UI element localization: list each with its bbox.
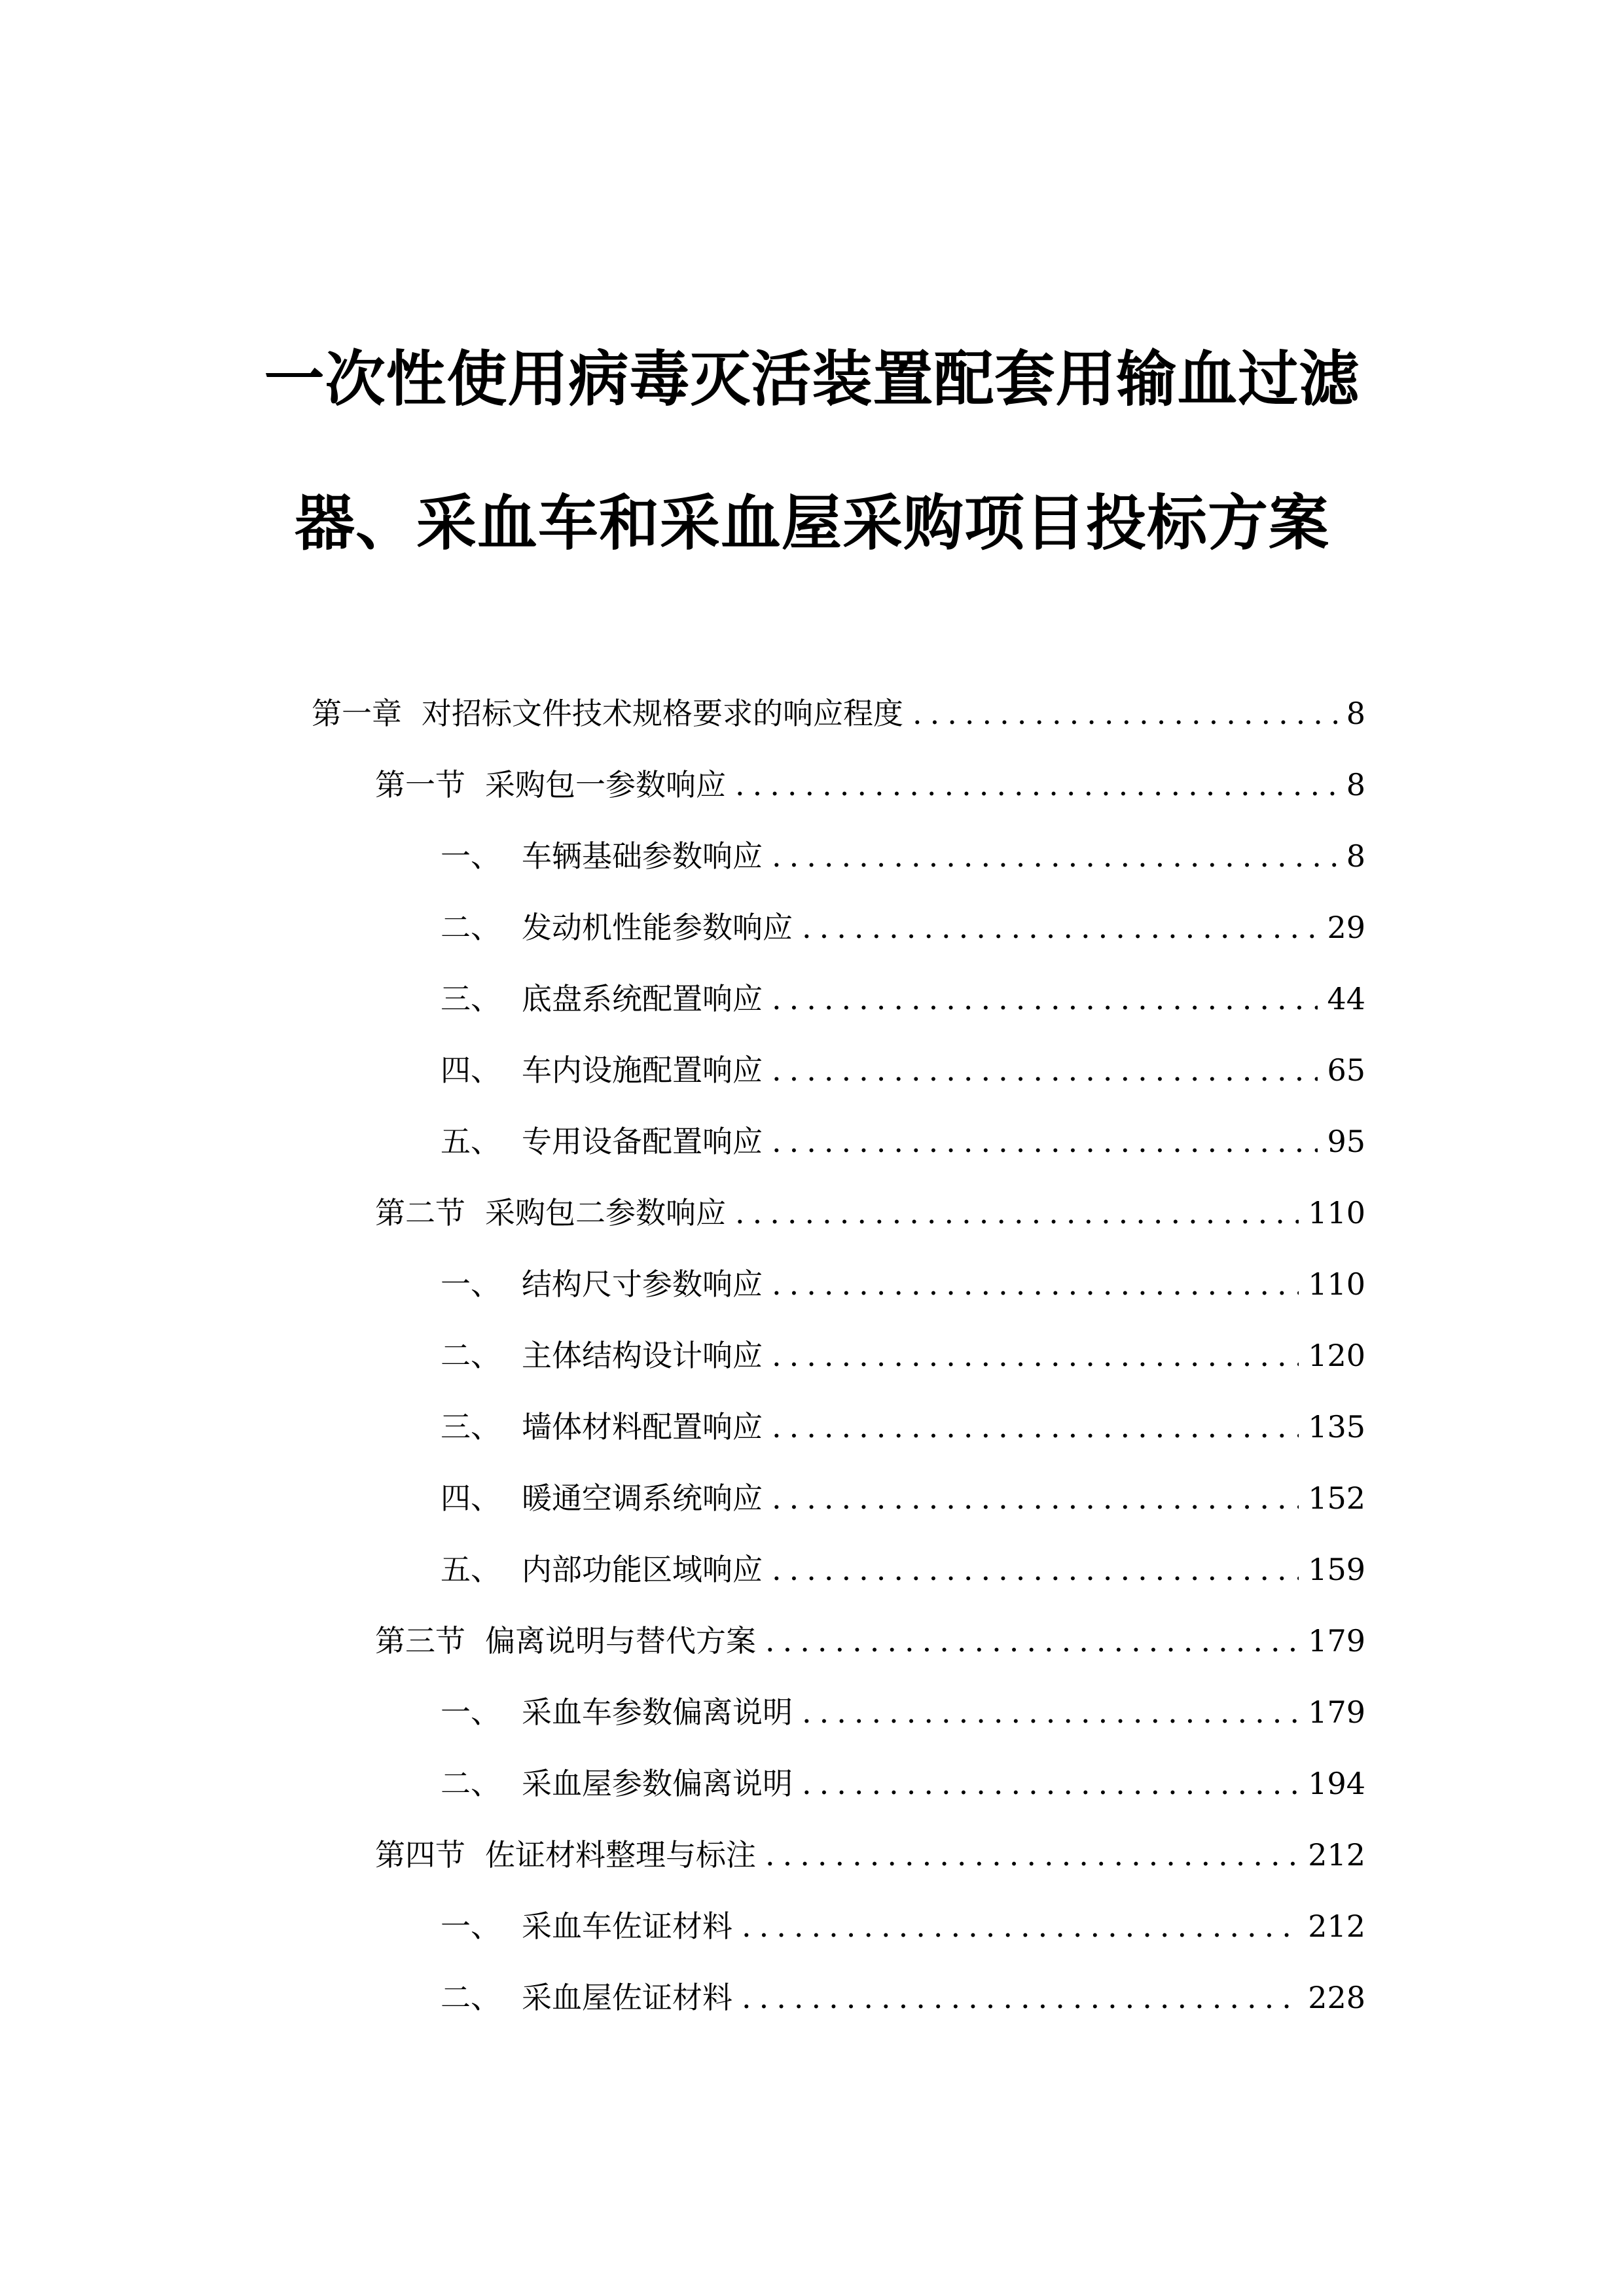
toc-dot-leader xyxy=(735,759,1337,811)
toc-entry-page: 120 xyxy=(1308,1338,1365,1373)
toc-dot-leader xyxy=(772,1401,1299,1453)
toc-entry-number: 一、 xyxy=(441,1695,501,1730)
toc-entry-number: 第一章 xyxy=(312,696,402,731)
toc-entry-title: 偏离说明与替代方案 xyxy=(485,1623,756,1659)
toc-entry-page: 179 xyxy=(1308,1623,1365,1659)
toc-entry-number: 第二节 xyxy=(375,1195,465,1230)
toc-entry-title: 内部功能区域响应 xyxy=(522,1552,763,1587)
toc-entry-number: 四、 xyxy=(441,1480,501,1516)
toc-entry-title: 车内设施配置响应 xyxy=(522,1052,763,1088)
toc-entry-page: 8 xyxy=(1346,696,1365,731)
toc-entry-title: 车辆基础参数响应 xyxy=(522,838,763,874)
toc-entry-number: 二、 xyxy=(441,1766,501,1801)
toc-dot-leader xyxy=(802,1757,1299,1810)
toc-entry-page: 179 xyxy=(1308,1695,1365,1730)
toc-entry-number: 一、 xyxy=(441,1266,501,1302)
toc-entry-title: 佐证材料整理与标注 xyxy=(485,1837,756,1873)
toc-entry-item[interactable] xyxy=(441,1044,1365,1096)
toc-entry-page: 212 xyxy=(1308,1837,1365,1873)
toc-entry-title: 墙体材料配置响应 xyxy=(522,1409,763,1444)
toc-entry-number: 一、 xyxy=(441,1909,501,1944)
toc-entry-number: 五、 xyxy=(441,1552,501,1587)
toc-entry-page: 95 xyxy=(1327,1124,1365,1159)
toc-entry-section-3[interactable] xyxy=(375,1615,1365,1667)
toc-entry-page: 159 xyxy=(1308,1552,1365,1587)
toc-entry-page: 228 xyxy=(1308,1980,1365,2015)
toc-entry-item[interactable] xyxy=(441,973,1365,1025)
toc-entry-page: 8 xyxy=(1346,767,1365,802)
toc-dot-leader xyxy=(802,901,1318,954)
toc-entry-number: 五、 xyxy=(441,1124,501,1159)
toc-entry-title: 采血车佐证材料 xyxy=(522,1909,732,1944)
toc-entry-number: 二、 xyxy=(441,1980,501,2015)
toc-entry-item[interactable] xyxy=(441,830,1365,882)
toc-entry-page: 44 xyxy=(1327,981,1365,1016)
toc-entry-chapter-1[interactable] xyxy=(312,687,1365,740)
toc-entry-item[interactable] xyxy=(441,1900,1365,1952)
toc-entry-number: 第三节 xyxy=(375,1623,465,1659)
toc-entry-title: 采血车参数偏离说明 xyxy=(522,1695,793,1730)
toc-dot-leader xyxy=(772,1044,1318,1096)
toc-entry-title: 主体结构设计响应 xyxy=(522,1338,763,1373)
toc-entry-page: 65 xyxy=(1327,1052,1365,1088)
toc-entry-item[interactable] xyxy=(441,1543,1365,1596)
toc-entry-item[interactable] xyxy=(441,1115,1365,1168)
toc-dot-leader xyxy=(802,1686,1299,1738)
toc-entry-page: 135 xyxy=(1308,1409,1365,1444)
toc-entry-title: 采购包一参数响应 xyxy=(485,767,726,802)
toc-entry-item[interactable] xyxy=(441,1258,1365,1310)
toc-entry-item[interactable] xyxy=(441,1686,1365,1738)
toc-dot-leader xyxy=(765,1829,1299,1881)
toc-entry-title: 采血屋佐证材料 xyxy=(522,1980,732,2015)
toc-dot-leader xyxy=(772,1472,1299,1524)
toc-dot-leader xyxy=(772,1258,1299,1310)
toc-entry-number: 四、 xyxy=(441,1052,501,1088)
toc-entry-item[interactable] xyxy=(441,1472,1365,1524)
toc-entry-page: 212 xyxy=(1308,1909,1365,1944)
toc-entry-section-4[interactable] xyxy=(375,1829,1365,1881)
toc-entry-page: 110 xyxy=(1308,1266,1365,1302)
toc-entry-number: 三、 xyxy=(441,981,501,1016)
toc-entry-title: 采购包二参数响应 xyxy=(485,1195,726,1230)
toc-entry-number: 三、 xyxy=(441,1409,501,1444)
toc-entry-number: 第四节 xyxy=(375,1837,465,1873)
toc-dot-leader xyxy=(772,1543,1299,1596)
title-line-2: 器、采血车和采血屋采购项目投标方案 xyxy=(294,488,1329,558)
toc-entry-item[interactable] xyxy=(441,1401,1365,1453)
toc-entry-number: 一、 xyxy=(441,838,501,874)
toc-entry-number: 二、 xyxy=(441,910,501,945)
toc-dot-leader xyxy=(912,687,1337,740)
toc-entry-title: 结构尺寸参数响应 xyxy=(522,1266,763,1302)
toc-entry-page: 152 xyxy=(1308,1480,1365,1516)
title-line-1: 一次性使用病毒灭活装置配套用输血过滤 xyxy=(264,344,1360,414)
toc-entry-item[interactable] xyxy=(441,901,1365,954)
toc-dot-leader xyxy=(735,1187,1299,1239)
toc-entry-page: 8 xyxy=(1346,838,1365,874)
toc-entry-page: 194 xyxy=(1308,1766,1365,1801)
toc-entry-section-2[interactable] xyxy=(375,1187,1365,1239)
toc-entry-item[interactable] xyxy=(441,1757,1365,1810)
toc-entry-title: 发动机性能参数响应 xyxy=(522,910,793,945)
toc-entry-title: 暖通空调系统响应 xyxy=(522,1480,763,1516)
toc-entry-number: 第一节 xyxy=(375,767,465,802)
toc-entry-title: 对招标文件技术规格要求的响应程度 xyxy=(422,696,903,731)
toc-dot-leader xyxy=(772,1115,1318,1168)
toc-entry-item[interactable] xyxy=(441,1329,1365,1382)
toc-dot-leader xyxy=(772,973,1318,1025)
toc-entry-number: 二、 xyxy=(441,1338,501,1373)
document-title xyxy=(0,308,1624,596)
toc-entry-title: 底盘系统配置响应 xyxy=(522,981,763,1016)
toc-entry-title: 采血屋参数偏离说明 xyxy=(522,1766,793,1801)
toc-entry-item[interactable] xyxy=(441,1971,1365,2024)
toc-dot-leader xyxy=(772,1329,1299,1382)
toc-entry-section-1[interactable] xyxy=(375,759,1365,811)
toc-dot-leader xyxy=(765,1615,1299,1667)
toc-entry-title: 专用设备配置响应 xyxy=(522,1124,763,1159)
toc-dot-leader xyxy=(742,1900,1299,1952)
toc-entry-page: 29 xyxy=(1327,910,1365,945)
toc-dot-leader xyxy=(742,1971,1299,2024)
toc-entry-page: 110 xyxy=(1308,1195,1365,1230)
toc-dot-leader xyxy=(772,830,1337,882)
